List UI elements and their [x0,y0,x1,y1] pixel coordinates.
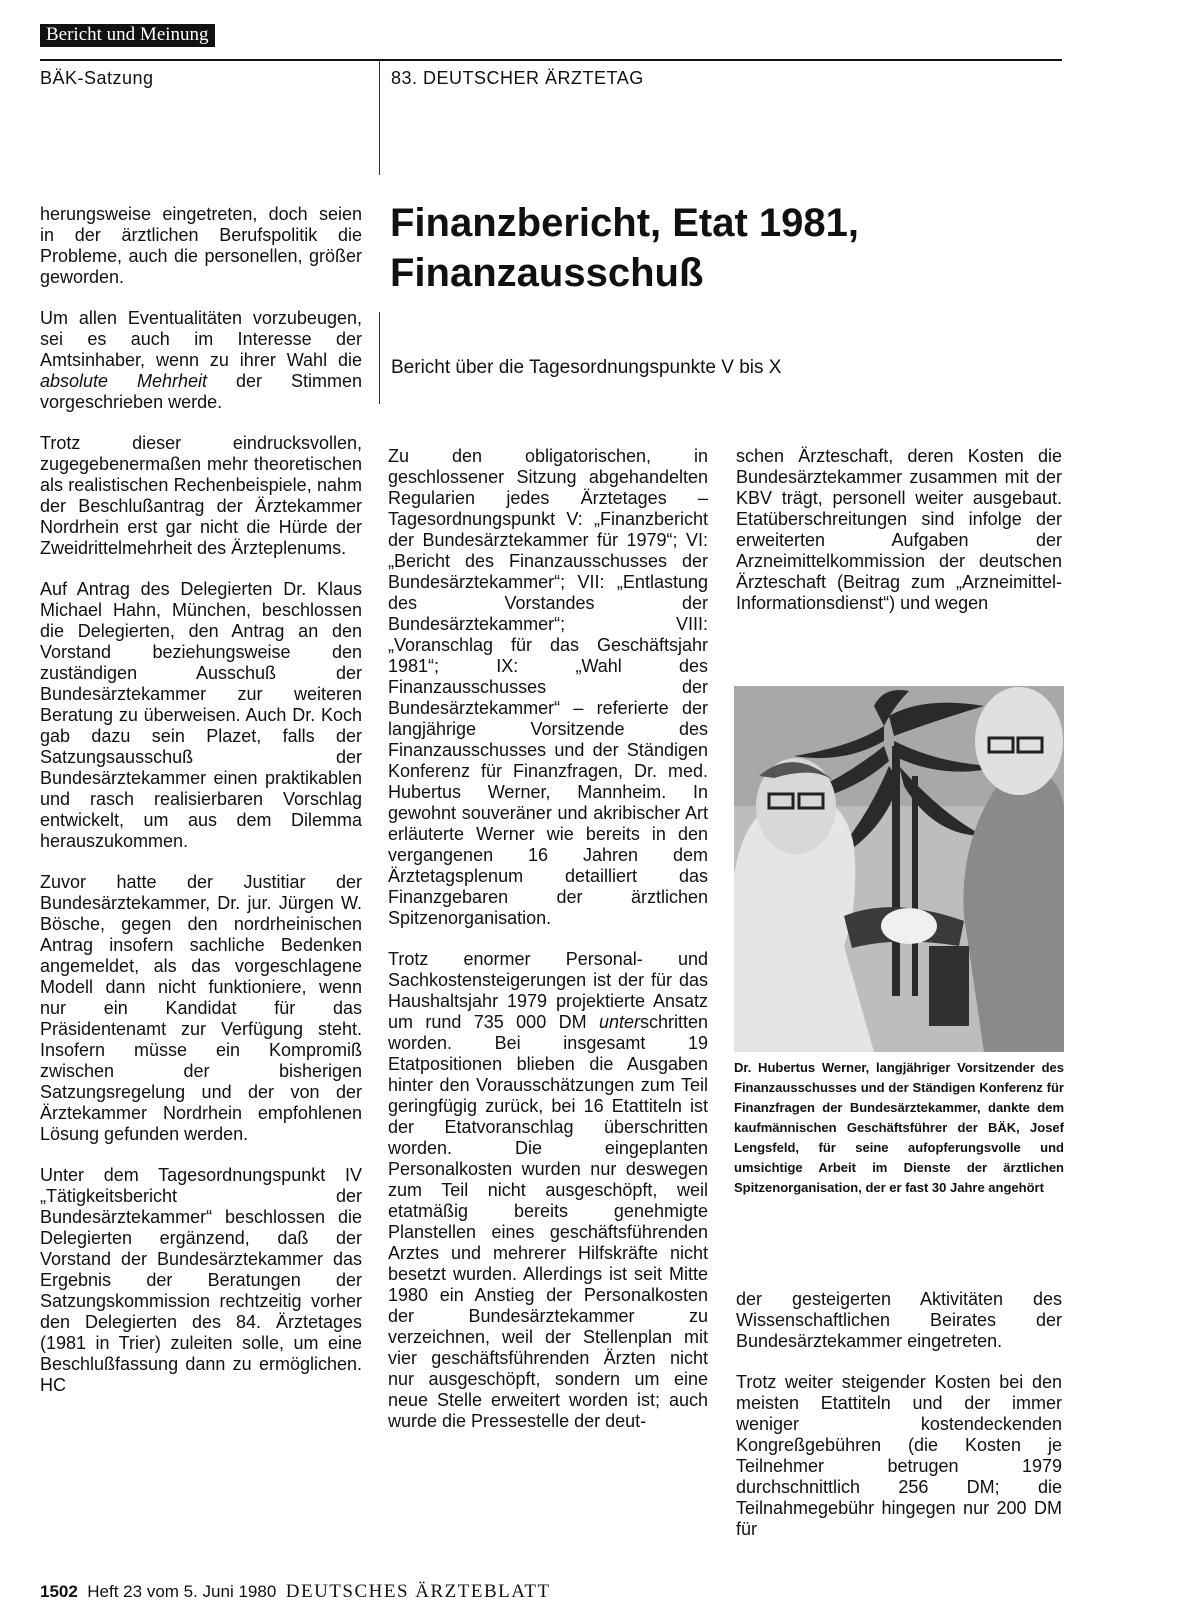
page-footer [40,1581,551,1603]
title-line-2: Finanzausschuß [390,251,704,295]
paragraph: schen Ärzteschaft, deren Kosten die Bundesärztekammer zusammen mit der KBV trägt, personell weiter ausgebaut. Etatüberschreitungen sind infolge der erweiterten Aufgaben der Arzneimittelkommission der deutschen Ärzteschaft (Beitrag zum „Arzneimittel-Informationsdienst“) und wegen [736,446,1062,613]
left-article-column [40,204,362,1416]
title-line-1: Finanzbericht, Etat 1981, [390,201,860,245]
main-article-column-1 [388,446,708,1452]
main-article-column-2 [736,446,1062,634]
paragraph: Trotz weiter steigender Kosten bei den meisten Etattiteln und der immer weniger kostendeckenden Kongreßgebühren (die Kosten je Teilnehmer betrugen 1979 durchschnittlich 256 DM; die Teilnahmegebühr hingegen nur 200 DM für [736,1372,1062,1539]
author-signature: HC [40,1375,66,1395]
left-kicker: BÄK-Satzung [40,68,154,88]
paragraph: herungsweise eingetreten, doch seien in der ärztlichen Berufspolitik die Probleme, auch die personellen, größer geworden. [40,204,362,287]
photo-illustration [734,686,1064,1052]
emphasis: absolute Mehrheit [40,371,208,391]
paragraph: der gesteigerten Aktivitäten des Wissenschaftlichen Beirates der Bundesärztekammer eingetreten. [736,1289,1062,1351]
photo-caption: Dr. Hubertus Werner, langjähriger Vorsitzender des Finanzausschusses und der Ständigen Konferenz für Finanzfragen der Bundesärztekammer, dankte dem kaufmännischen Geschäftsführer der BÄK, Josef Lengsfeld, für seine aufopferungsvolle und umsichtige Arbeit im Dienste der ärztlichen Spitzenorganisation, der er fast 30 Jahre angehört [734,1060,1064,1195]
article-subtitle: Bericht über die Tagesordnungspunkte V bis X [391,357,782,378]
right-kicker: 83. DEUTSCHER ÄRZTETAG [391,68,644,88]
article-title [390,198,910,298]
paragraph: Unter dem Tagesordnungspunkt IV „Tätigkeitsbericht der Bundesärztekammer“ beschlossen die Delegierten ergänzend, daß der Vorstand der Bundesärztekammer das Ergebnis der Beratungen der Satzungskommission rechtzeitig vorher den Delegierten des 84. Ärztetages (1981 in Trier) zuleiten solle, um eine Beschlußfassung dann zu ermöglichen. HC [40,1165,362,1395]
emphasis: unter [598,1012,640,1032]
section-divider [379,312,380,404]
section-label: Bericht und Meinung [40,24,215,47]
column-divider [379,60,380,175]
paragraph: Trotz enormer Personal- und Sachkostensteigerungen ist der für das Haushaltsjahr 1979 projektierte Ansatz um rund 735 000 DM unterschritten worden. Bei insgesamt 19 Etatpositionen blieben die Ausgaben hinter den Vorausschätzungen zum Teil geringfügig zurück, bei 16 Etattiteln ist der Etatvoranschlag überschritten worden. Die eingeplanten Personalkosten wurden nur deswegen zum Teil nicht ausgeschöpft, weil etatmäßig bereits genehmigte Planstellen eines geschäftsführenden Arztes und mehrerer Hilfskräfte nicht besetzt wurden. Allerdings ist seit Mitte 1980 ein Anstieg der Personalkosten der Bundesärztekammer zu verzeichnen, weil der Stellenplan mit vier geschäftsführenden Ärzten nicht nur ausgeschöpft, sondern um eine neue Stelle erweitert worden ist; auch wurde die Pressestelle der deut- [388,949,708,1431]
magazine-name: DEUTSCHES ÄRZTEBLATT [285,1581,551,1602]
paragraph: Auf Antrag des Delegierten Dr. Klaus Michael Hahn, München, beschlossen die Delegierten, den Antrag an den Vorstand beziehungsweise den zuständigen Ausschuß der Bundesärztekammer zur weiteren Beratung zu überweisen. Auch Dr. Koch gab dazu sein Plazet, falls der Satzungsausschuß der Bundesärztekammer einen praktikablen und rasch realisierbaren Vorschlag entwickelt, um aus dem Dilemma herauszukommen. [40,579,362,851]
paragraph: Um allen Eventualitäten vorzubeugen, sei es auch im Interesse der Amtsinhaber, wenn zu ihrer Wahl die absolute Mehrheit der Stimmen vorgeschrieben werde. [40,308,362,412]
paragraph: Zuvor hatte der Justitiar der Bundesärztekammer, Dr. jur. Jürgen W. Bösche, gegen den nordrheinischen Antrag insofern sachliche Bedenken angemeldet, als das vorgeschlagene Modell dann nicht funktioniere, wenn nur ein Kandidat für das Präsidentenamt zur Verfügung steht. Insofern müsse ein Kompromiß zwischen der bisherigen Satzungsregelung und der von der Ärztekammer Nordrhein empfohlenen Lösung gefunden werden. [40,872,362,1144]
paragraph: Trotz dieser eindrucksvollen, zugegebenermaßen mehr theoretischen als realistischen Rechenbeispiele, nahm der Beschlußantrag der Ärztekammer Nordrhein erst gar nicht die Hürde der Zweidrittelmehrheit des Ärzteplenums. [40,433,362,558]
header-rule [40,59,1062,61]
main-article-column-2-continued [736,1289,1062,1560]
paragraph: Zu den obligatorischen, in geschlossener Sitzung abgehandelten Regularien jedes Ärztetages – Tagesordnungspunkt V: „Finanzbericht der Bundesärztekammer für 1979“; VI: „Bericht des Finanzausschusses der Bundesärztekammer“; VII: „Entlastung des Vorstandes der Bundesärztekammer“; VIII: „Voranschlag für das Geschäftsjahr 1981“; IX: „Wahl des Finanzausschusses der Bundesärztekammer“ – referierte der langjährige Vorsitzende des Finanzausschusses und der Ständigen Konferenz für Finanzfragen, Dr. med. Hubertus Werner, Mannheim. In gewohnt souveräner und akribischer Art erläuterte Werner wie bereits in den vergangenen 16 Jahren dem Ärztetagsplenum detailliert das Finanzgebaren der ärztlichen Spitzenorganisation. [388,446,708,928]
page-number: 1502 [40,1582,78,1601]
issue-info: Heft 23 vom 5. Juni 1980 [87,1582,277,1601]
handshake-photo [734,686,1064,1052]
